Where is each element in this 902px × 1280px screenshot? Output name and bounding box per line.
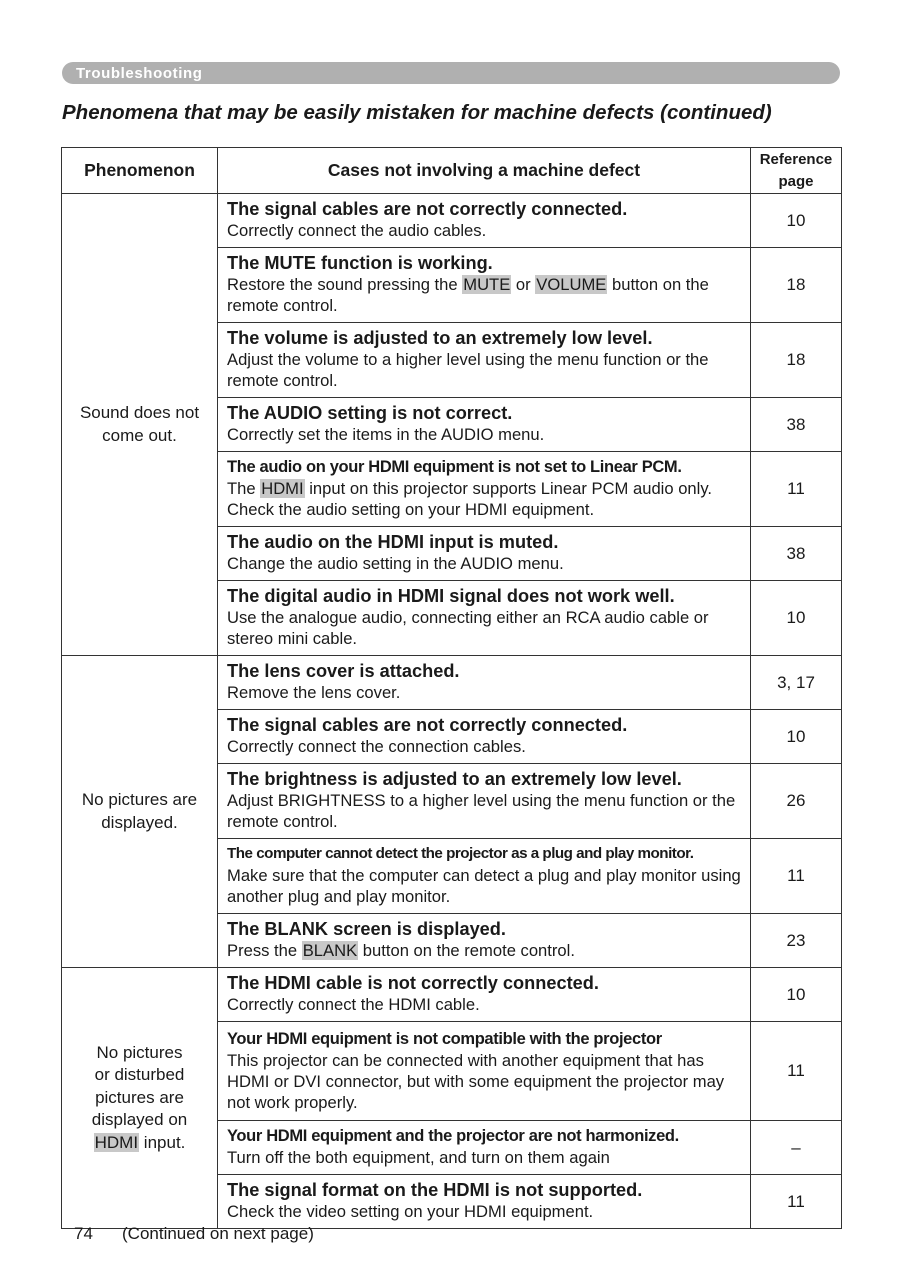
case-description — [227, 478, 742, 520]
phenomenon-line: displayed on — [91, 1110, 188, 1130]
case-description: Make sure that the computer can detect a plug and play monitor using another plug and play monitor. — [227, 866, 741, 906]
table-row — [62, 968, 842, 1022]
remote-button-label: HDMI — [261, 479, 304, 498]
case-title: The HDMI cable is not correctly connected. — [227, 973, 599, 993]
case-cell — [218, 248, 751, 323]
case-title: The MUTE function is working. — [227, 253, 493, 273]
case-cell — [218, 452, 751, 527]
case-description: Correctly connect the connection cables. — [227, 737, 526, 756]
reference-page-cell: 11 — [751, 1175, 842, 1229]
header-reference-page — [751, 148, 842, 194]
continued-note: (Continued on next page) — [122, 1224, 314, 1243]
remote-button-label: BLANK — [302, 941, 358, 960]
case-cell — [218, 527, 751, 581]
case-description: Adjust BRIGHTNESS to a higher level using the menu function or the remote control. — [227, 791, 736, 831]
case-title: The signal format on the HDMI is not supported. — [227, 1180, 643, 1200]
remote-button-label: MUTE — [463, 275, 511, 294]
case-description — [227, 940, 742, 961]
case-description: Remove the lens cover. — [227, 683, 401, 702]
desc-text: button on the remote control. — [227, 275, 709, 315]
case-cell — [218, 1022, 751, 1121]
case-description: Turn off the both equipment, and turn on them again — [227, 1148, 610, 1167]
case-description: Use the analogue audio, connecting either an RCA audio cable or stereo mini cable. — [227, 608, 709, 648]
case-cell — [218, 398, 751, 452]
desc-text: button on the remote control. — [362, 941, 575, 960]
reference-page-cell: 18 — [751, 323, 842, 398]
page-title: Phenomena that may be easily mistaken for machine defects (continued) — [62, 101, 772, 124]
desc-text: The — [227, 479, 256, 498]
phenomenon-line: come out. — [102, 425, 177, 445]
case-description: This projector can be connected with another equipment that has HDMI or DVI connector, but with some equipment the projector may not work properly. — [227, 1050, 725, 1112]
reference-page-cell: 3, 17 — [751, 656, 842, 710]
case-cell — [218, 656, 751, 710]
case-cell — [218, 764, 751, 839]
case-cell — [218, 1121, 751, 1175]
case-description: Check the video setting on your HDMI equipment. — [227, 1202, 594, 1221]
phenomenon-line: Sound does not — [79, 403, 200, 422]
case-title: The BLANK screen is displayed. — [227, 919, 506, 939]
reference-page-cell: 11 — [751, 839, 842, 914]
case-title: The volume is adjusted to an extremely low level. — [227, 328, 653, 348]
case-cell — [218, 710, 751, 764]
hdmi-key-label: HDMI — [94, 1132, 139, 1152]
case-title: Your HDMI equipment and the projector are not harmonized. — [227, 1127, 679, 1145]
table-header-row — [62, 148, 842, 194]
case-description: Correctly connect the audio cables. — [227, 221, 487, 240]
case-title: The audio on your HDMI equipment is not set to Linear PCM. — [227, 458, 682, 476]
phenomenon-line — [68, 1132, 211, 1155]
case-cell — [218, 839, 751, 914]
reference-page-cell: 38 — [751, 527, 842, 581]
reference-page-cell: 26 — [751, 764, 842, 839]
case-title: The computer cannot detect the projector as a plug and play monitor. — [227, 845, 694, 862]
table-row — [62, 194, 842, 248]
case-description: Adjust the volume to a higher level using the menu function or the remote control. — [227, 350, 709, 390]
case-title: The AUDIO setting is not correct. — [227, 403, 513, 423]
desc-text: Restore the sound pressing the — [227, 275, 458, 294]
phenomenon-line: or disturbed — [94, 1065, 185, 1085]
reference-page-cell: 23 — [751, 914, 842, 968]
section-banner — [62, 62, 840, 84]
desc-text: or — [515, 275, 531, 294]
header-cases: Cases not involving a machine defect — [218, 148, 751, 194]
reference-page-cell: 10 — [751, 710, 842, 764]
case-cell — [218, 1175, 751, 1229]
phenomenon-cell — [62, 656, 218, 968]
section-label: Troubleshooting — [76, 65, 203, 82]
reference-page-cell: 10 — [751, 968, 842, 1022]
case-cell — [218, 968, 751, 1022]
case-title: The lens cover is attached. — [227, 661, 460, 681]
phenomenon-line: No pictures — [96, 1042, 183, 1062]
case-description: Correctly set the items in the AUDIO menu. — [227, 425, 545, 444]
case-title: The signal cables are not correctly connected. — [227, 715, 628, 735]
case-description — [227, 274, 742, 316]
case-title: The digital audio in HDMI signal does not work well. — [227, 586, 675, 606]
reference-page-cell: 10 — [751, 194, 842, 248]
case-title: Your HDMI equipment is not compatible with the projector — [227, 1029, 662, 1048]
case-title: The audio on the HDMI input is muted. — [227, 532, 559, 552]
case-description: Correctly connect the HDMI cable. — [227, 995, 480, 1014]
case-title: The brightness is adjusted to an extremely low level. — [227, 769, 682, 789]
desc-text: Press the — [227, 941, 298, 960]
reference-page-cell: 11 — [751, 1022, 842, 1121]
desc-text: input on this projector supports Linear PCM audio only. Check the audio setting on your HDMI equipment. — [227, 479, 713, 519]
case-title: The signal cables are not correctly connected. — [227, 199, 628, 219]
case-cell — [218, 194, 751, 248]
phenomenon-line: No pictures are — [81, 790, 198, 809]
phenomenon-cell — [62, 194, 218, 656]
reference-page-cell: 11 — [751, 452, 842, 527]
reference-page-cell: 10 — [751, 581, 842, 656]
table-row — [62, 656, 842, 710]
remote-button-label: VOLUME — [536, 275, 607, 294]
header-ref-line2: page — [778, 172, 814, 190]
phenomenon-line: displayed. — [101, 812, 178, 832]
case-cell — [218, 914, 751, 968]
phenomenon-cell — [62, 968, 218, 1229]
troubleshooting-table — [61, 147, 842, 1229]
reference-page-cell: 38 — [751, 398, 842, 452]
phenomenon-line: pictures are — [95, 1087, 184, 1107]
case-cell — [218, 323, 751, 398]
case-description: Change the audio setting in the AUDIO menu. — [227, 554, 564, 573]
phenomenon-text: input. — [143, 1132, 186, 1152]
page-number: 74 — [74, 1224, 93, 1243]
reference-page-cell: 18 — [751, 248, 842, 323]
header-phenomenon: Phenomenon — [62, 148, 218, 194]
reference-page-cell: – — [751, 1121, 842, 1175]
case-cell — [218, 581, 751, 656]
header-ref-line1: Reference — [759, 150, 833, 168]
